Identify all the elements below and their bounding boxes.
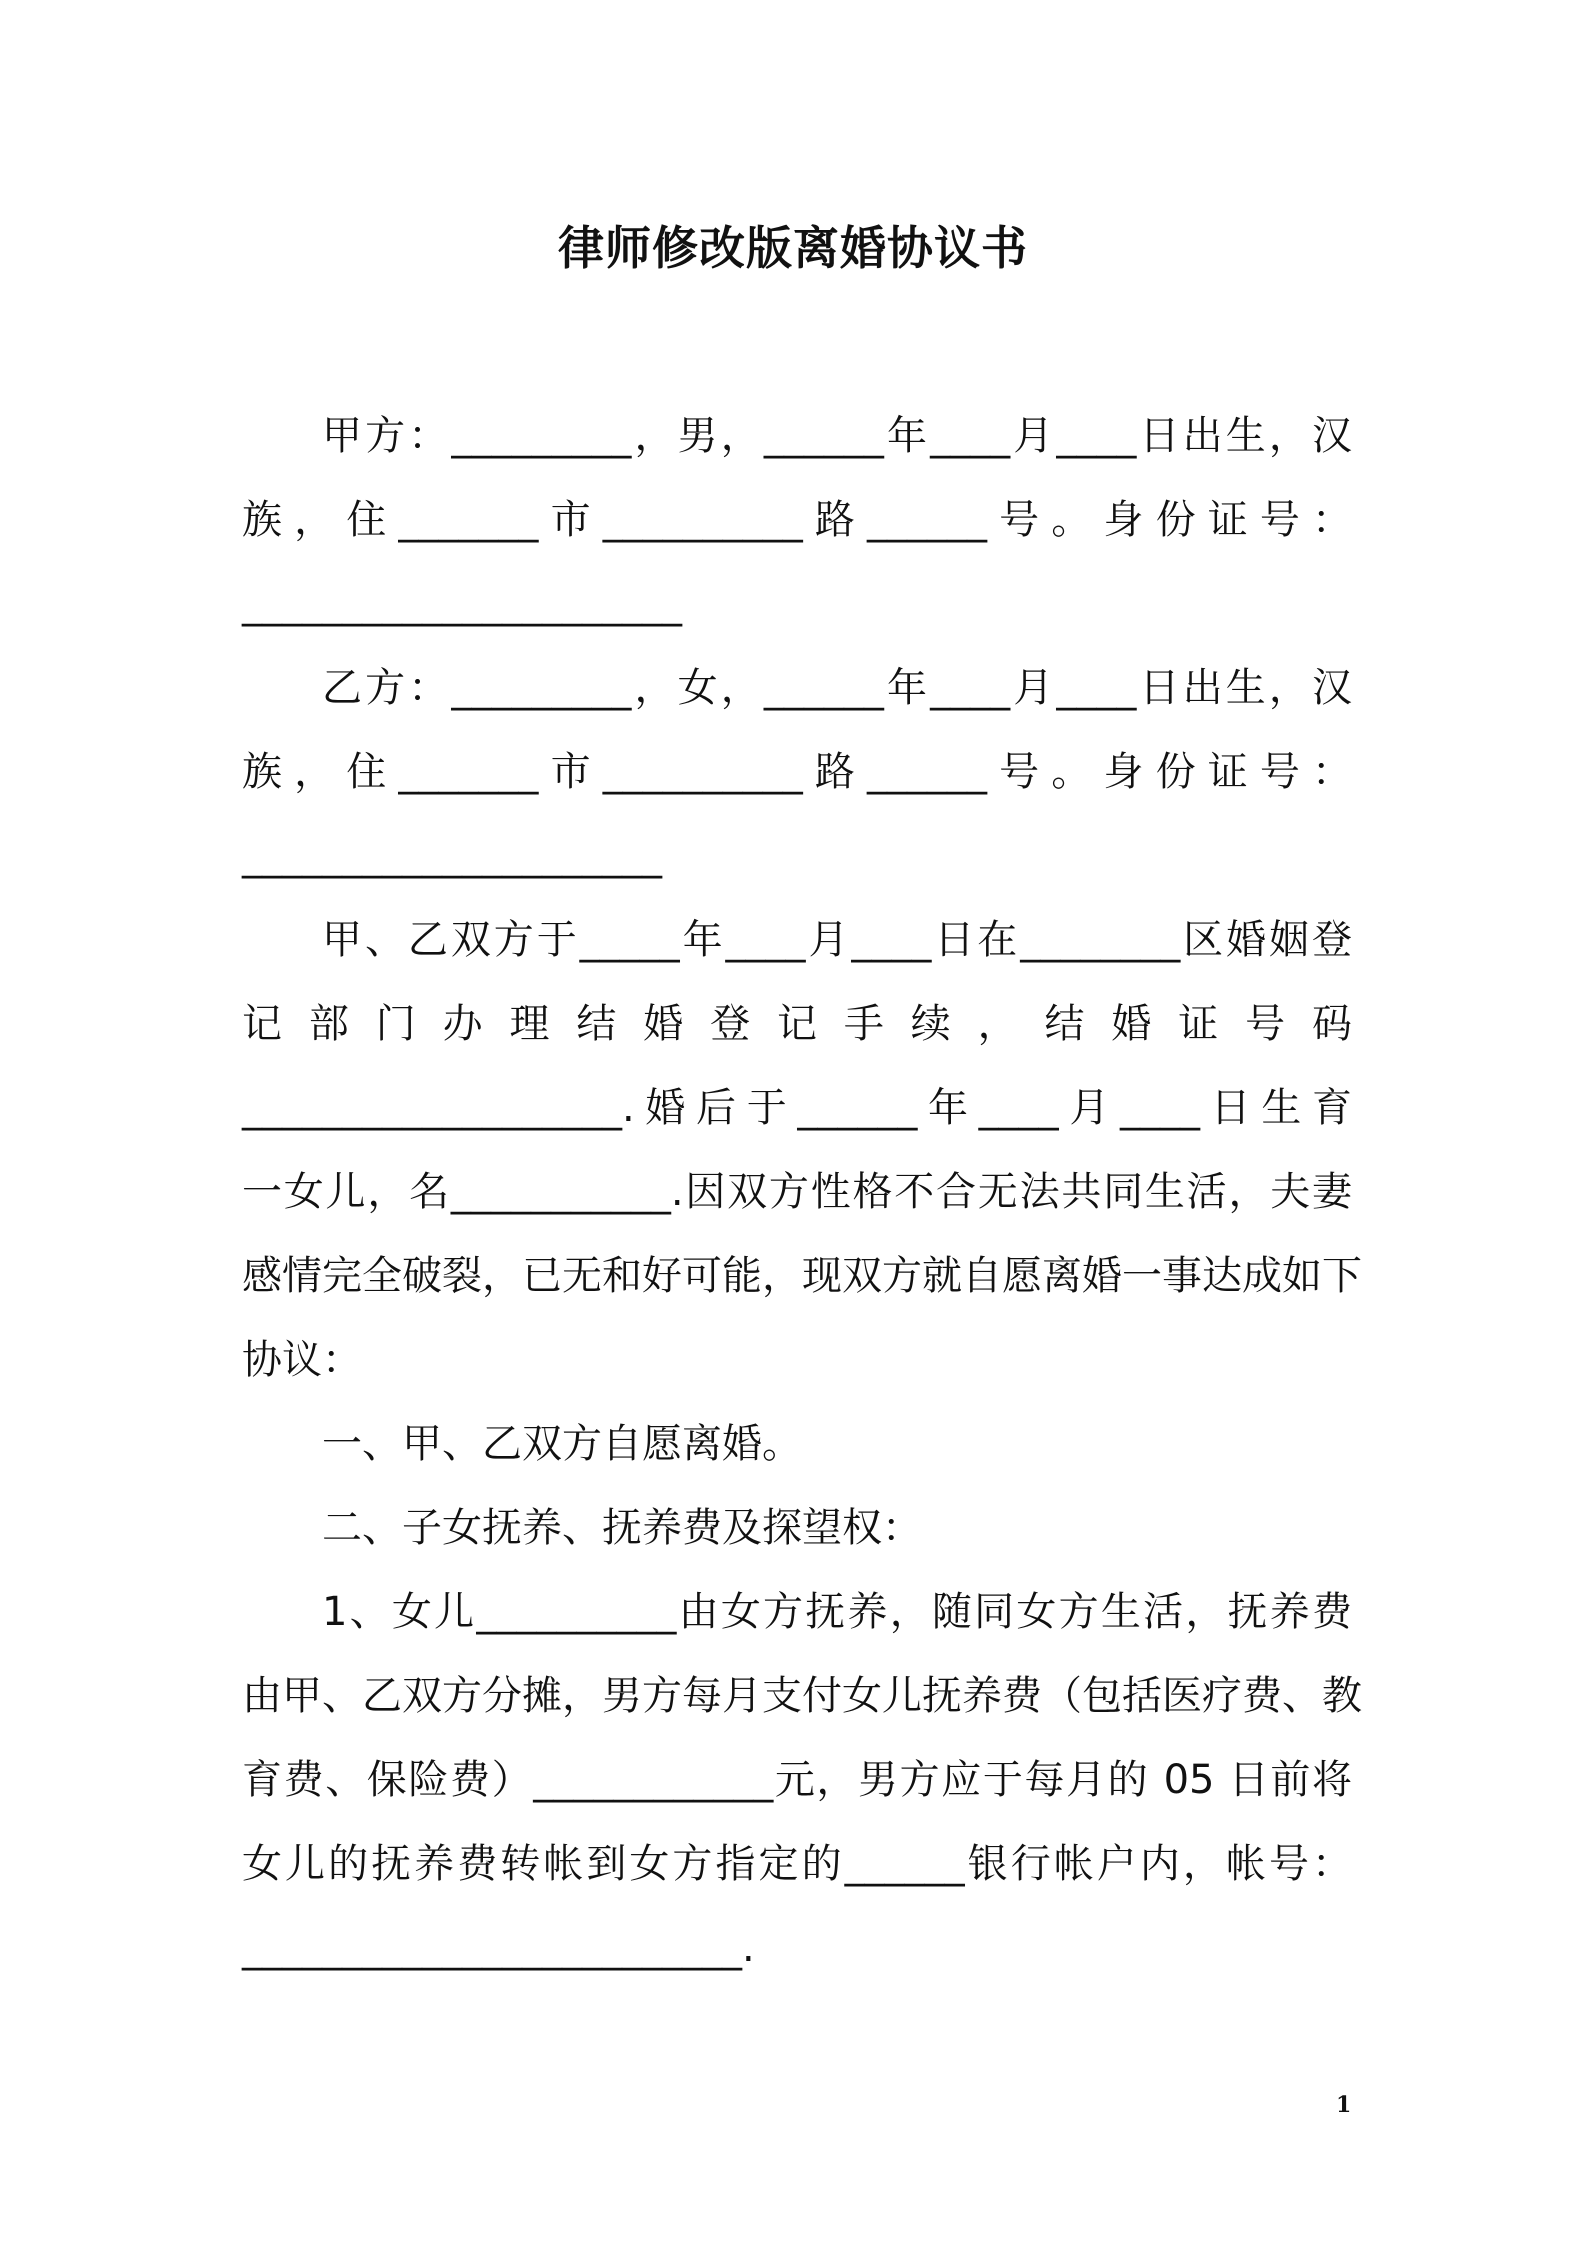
clause-one: 一、甲、乙双方自愿离婚。 (322, 1421, 802, 1467)
marriage-para-line-5: 感情完全破裂，已无和好可能，现双方就自愿离婚一事达成如下 (242, 1253, 1362, 1299)
clause-two-item-1-line-1: 1、女儿__________由女方抚养，随同女方生活，抚养费 (322, 1589, 1352, 1635)
party-b-line-1: 乙方：_________，女，______年____月____日出生，汉 (322, 665, 1352, 711)
clause-two-item-1-line-2: 由甲、乙双方分摊，男方每月支付女儿抚养费（包括医疗费、教 (242, 1673, 1362, 1719)
marriage-para-line-3: ___________________.婚后于______年____月____日生育 (242, 1085, 1352, 1131)
marriage-para-line-1: 甲、乙双方于_____年____月____日在________区婚姻登 (322, 917, 1352, 963)
clause-two-item-1-line-5: _________________________. (242, 1925, 755, 1971)
page-number: 1 (1336, 2092, 1352, 2118)
marriage-para-line-4: 一女儿，名___________.因双方性格不合无法共同生活，夫妻 (242, 1169, 1352, 1215)
party-b-id-blank: _____________________ (242, 833, 662, 879)
party-a-id-blank: ______________________ (242, 581, 682, 627)
party-a-line-1: 甲方：_________，男，______年____月____日出生，汉 (322, 413, 1352, 459)
marriage-para-line-6: 协议： (242, 1337, 362, 1383)
party-a-line-2: 族，住_______市__________路______号。身份证号： (242, 497, 1352, 543)
clause-two-item-1-line-3: 育费、保险费）____________元，男方应于每月的 05 日前将 (242, 1757, 1352, 1803)
clause-two-item-1-line-4: 女儿的抚养费转帐到女方指定的______银行帐户内，帐号： (242, 1841, 1352, 1887)
marriage-para-line-2: 记部门办理结婚登记手续，结婚证号码 (242, 1001, 1352, 1047)
document-title: 律师修改版离婚协议书 (558, 221, 1028, 275)
clause-two-heading: 二、子女抚养、抚养费及探望权： (322, 1505, 922, 1551)
party-b-line-2: 族，住_______市__________路______号。身份证号： (242, 749, 1352, 795)
